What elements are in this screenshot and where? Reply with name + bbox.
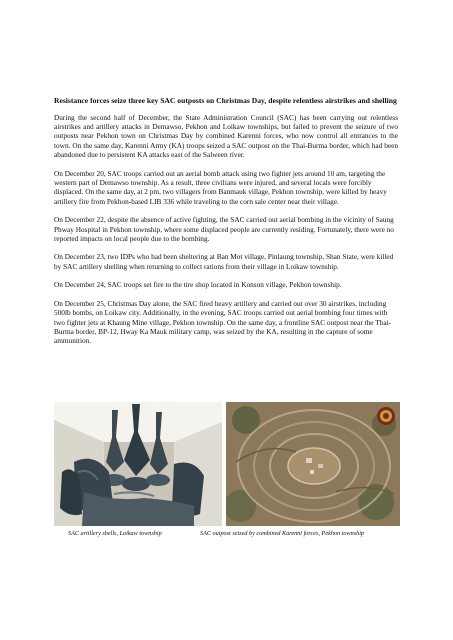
paragraph-dec22: On December 22, despite the absence of active fighting, the SAC carried out aerial bombing in the vicinity of Saung Phway Hospital in Pekhon township, where some displaced people are currently residing. Fortunately, there were no reported impacts on local people due to the bombing.	[54, 215, 394, 244]
article	[54, 96, 398, 355]
outpost-aerial-photo	[226, 402, 400, 526]
caption-artillery-shells: SAC artillery shells, Loikaw township	[68, 530, 162, 537]
article-title: Resistance forces seize three key SAC outposts on Christmas Day, despite relentless airstrikes and shelling	[54, 96, 397, 105]
paragraph-intro: During the second half of December, the State Administration Council (SAC) has been carrying out relentless airstrikes and artillery attacks in Demawso, Pekhon and Loikaw townships, but failed to prevent the seizure of two outposts near Pekhon town on Christmas Day by combined Karenni forces, who now control all entrances to the town. On the same day, Karenni Army (KA) troops seized a SAC outpost on the Thai-Burma border, which had been abandoned due to persistent KA attacks east of the Salween river.	[54, 112, 398, 160]
caption-outpost: SAC outpost seized by combined Karenni forces, Pekhon township	[200, 530, 365, 537]
paragraph-dec25: On December 25, Christmas Day alone, the SAC fired heavy artillery and carried out over 30 airstrikes, including 500lb bombs, on Loikaw city. Additionally, in the evening, SAC troops carried out aerial bombing four times with two fighter jets at Khaung Mine village, Pekhon township. On the same day, a frontline SAC outpost near the Thai-Burma border, BP-12, Hway Ka Mauk military camp, was seized by the KA, resulting in the capture of some ammunition.	[54, 298, 392, 346]
photo-row	[54, 402, 400, 526]
paragraph-dec20: On December 20, SAC troops carried out an aerial bomb attack using two fighter jets around 10 am, targeting the western part of Demawso township. As a result, three civilians were injured, and several locals were forcibly displaced. On the same day, at 2 pm, two villagers from Banmauk village, Pekhon township, were killed by heavy artillery fire from Pekhon-based LIB 336 while traveling to the corn sale center near their village.	[54, 168, 387, 206]
photo-captions	[54, 530, 400, 542]
paragraph-dec24: On December 24, SAC troops set fire to the tire shop located in Konson village, Pekhon township.	[54, 280, 342, 290]
paragraph-dec23: On December 23, two IDPs who had been sheltering at Ban Mot village, Pinlaung township, Shan State, were killed by SAC artillery shelling when returning to collect rations from their village in Loikaw township.	[54, 252, 394, 271]
artillery-shells-photo	[54, 402, 222, 526]
